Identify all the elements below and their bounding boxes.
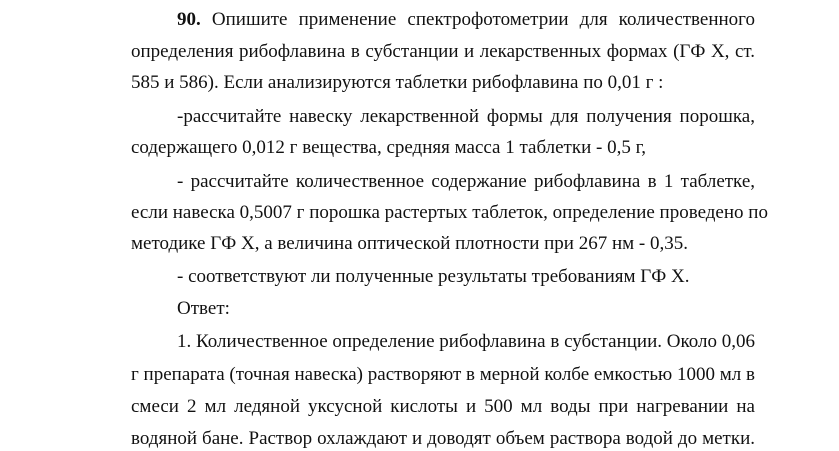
task-line-2: определения рибофлавина в субстанции и лекарственных формах (ГФ X, ст. [131, 41, 755, 62]
bullet-2-line-2: если навеска 0,5007 г порошка растертых таблеток, определение проведено по [131, 202, 768, 223]
answer-p1-line-1: 1. Количественное определение рибофлавина в субстанции. Около 0,06 [177, 331, 755, 352]
task-line-1-text: Опишите применение спектрофотометрии для количественного [211, 9, 755, 30]
answer-p1-line-3: смеси 2 мл ледяной уксусной кислоты и 500 мл воды при нагревании на [131, 396, 755, 417]
bullet-2-line-3: методике ГФ X, а величина оптической плотности при 267 нм - 0,35. [131, 233, 688, 254]
bullet-1-line-2: содержащего 0,012 г вещества, средняя масса 1 таблетки - 0,5 г, [131, 137, 646, 158]
bullet-3-line-1: - соответствуют ли полученные результаты требованиям ГФ X. [177, 266, 690, 287]
task-line-3: 585 и 586). Если анализируются таблетки рибофлавина по 0,01 г : [131, 72, 664, 93]
answer-heading: Ответ: [177, 298, 230, 319]
task-line-1 [177, 9, 755, 31]
bullet-1-line-1: -рассчитайте навеску лекарственной формы для получения порошка, [177, 106, 755, 127]
answer-p1-line-4: водяной бане. Раствор охлаждают и доводят объем раствора водой до метки. [131, 428, 755, 449]
answer-p1-line-2: г препарата (точная навеска) растворяют в мерной колбе емкостью 1000 мл в [131, 364, 755, 385]
task-number: 90. [177, 9, 201, 30]
bullet-2-line-1: - рассчитайте количественное содержание рибофлавина в 1 таблетке, [177, 171, 755, 192]
